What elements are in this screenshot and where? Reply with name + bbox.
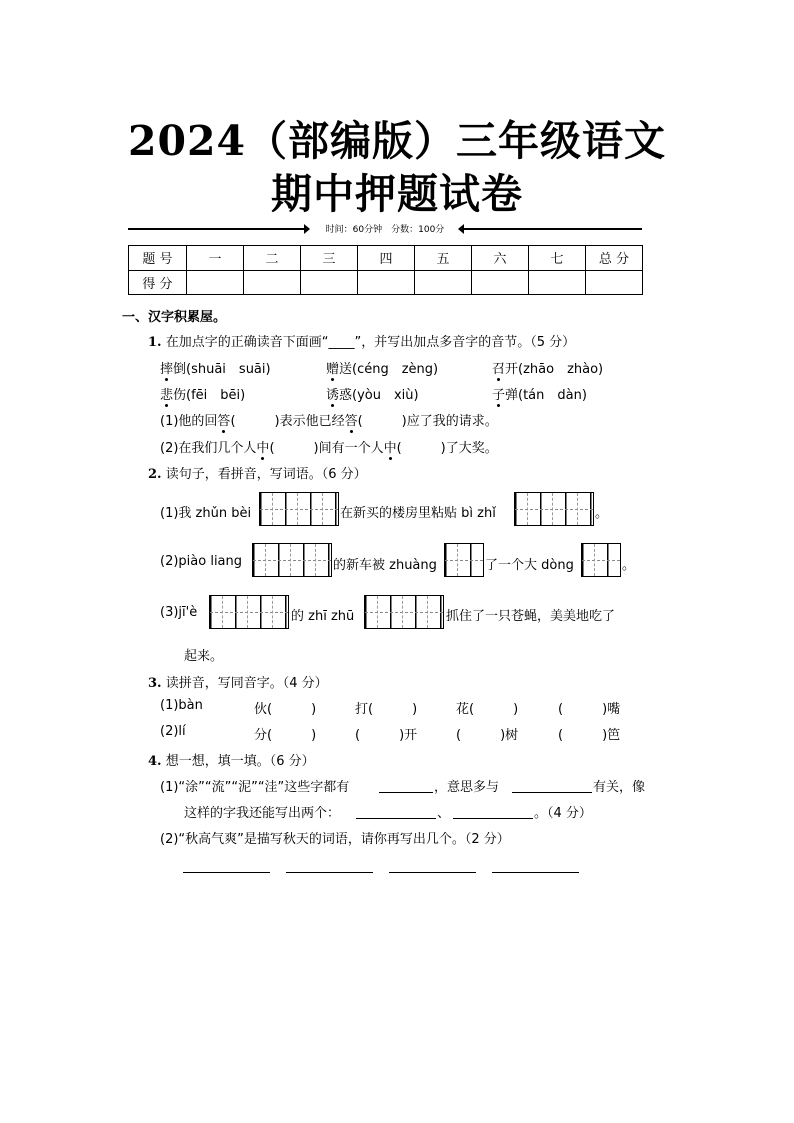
q3-pinyin: (2)lí (160, 724, 186, 739)
score-cell[interactable] (472, 270, 529, 295)
question-2 (148, 463, 367, 482)
header-cell: 题 号 (129, 246, 187, 271)
word-item (492, 358, 603, 377)
q3-fill[interactable]: ( )树 (456, 728, 519, 743)
sentence-text[interactable]: ( )表示他已经 (230, 414, 345, 429)
sentence-text: (1)他的回 (160, 414, 218, 429)
q4-part1-text: (1)“涂”“流”“泥”“洼”这些字都有 (160, 780, 350, 795)
question-text: 想一想，填一填。（6 分） (165, 754, 315, 769)
dotted-char: 摔 (160, 358, 173, 377)
question-number: 1. (148, 335, 162, 350)
q2-line2-text: 的新车被 zhuàng (333, 558, 437, 573)
word-item (326, 358, 438, 377)
time-score-info: 时间：60分钟 分数：100分 (325, 225, 445, 235)
sentence-2 (160, 437, 498, 456)
answer-blank[interactable] (492, 872, 579, 873)
answer-blank[interactable] (286, 872, 373, 873)
question-3 (148, 672, 328, 691)
q2-line3-text: 的 zhī zhū (291, 609, 355, 624)
q4-part1-text: 、 (437, 806, 451, 821)
answer-grid[interactable] (252, 543, 332, 577)
answer-blank[interactable] (512, 792, 592, 793)
q2-line2-text: 了一个大 dòng (485, 558, 574, 573)
header-cell: 七 (529, 246, 586, 271)
dotted-char: 诱 (326, 384, 339, 403)
answer-grid[interactable] (514, 492, 594, 526)
q3-fill[interactable]: ( )开 (355, 728, 418, 743)
word-reading: 伤(fēi bēi) (173, 388, 246, 403)
sentence-text[interactable]: ( )间有一个人 (269, 441, 384, 456)
score-cell[interactable] (244, 270, 301, 295)
header-cell: 三 (301, 246, 358, 271)
divider-left (128, 228, 304, 230)
header-cell: 一 (187, 246, 244, 271)
header-cell: 二 (244, 246, 301, 271)
q2-line2-text: (2)piào liang (160, 554, 243, 569)
sentence-text[interactable]: ( )了大奖。 (396, 441, 498, 456)
q3-pinyin: (1)bàn (160, 698, 203, 713)
dotted-char: 赠 (326, 358, 339, 377)
answer-blank[interactable] (379, 792, 433, 793)
dotted-char: 中 (384, 437, 397, 456)
answer-blank[interactable] (183, 872, 270, 873)
answer-grid[interactable] (444, 543, 484, 577)
q2-line1-text: (1)我 zhǔn bèi (160, 506, 252, 521)
answer-blank[interactable] (356, 818, 436, 819)
score-cell[interactable] (301, 270, 358, 295)
answer-grid[interactable] (259, 492, 339, 526)
time-info-bar (128, 221, 642, 237)
answer-grid[interactable] (364, 595, 444, 629)
q2-line3-text: 起来。 (184, 649, 224, 664)
sentence-1 (160, 410, 498, 429)
word-item (326, 384, 419, 403)
question-text: 读句子，看拼音，写词语。（6 分） (165, 467, 367, 482)
q3-fill[interactable]: 花( ) (456, 702, 519, 717)
question-number: 3. (148, 676, 162, 691)
q3-fill[interactable]: ( )嘴 (558, 702, 621, 717)
q4-part1-text: 有关，像 (593, 780, 646, 795)
header-cell: 总 分 (586, 246, 643, 271)
header-cell: 五 (415, 246, 472, 271)
q2-line3-text: (3)jī'è (160, 605, 198, 620)
q4-part2-text: (2)“秋高气爽”是描写秋天的词语，请你再写出几个。（2 分） (160, 832, 510, 847)
question-text: 读拼音，写同音字。（4 分） (165, 676, 328, 691)
question-text: 在加点字的正确读音下面画“____”，并写出加点多音字的音节。（5 分） (165, 335, 576, 350)
word-reading: 惑(yòu xiù) (339, 388, 419, 403)
answer-blank[interactable] (453, 818, 533, 819)
word-item (160, 384, 245, 403)
q4-part1-text: 这样的字我还能写出两个： (184, 806, 341, 821)
word-reading: 送(céng zèng) (339, 362, 439, 377)
word-reading: 弹(tán dàn) (505, 388, 587, 403)
question-4 (148, 750, 315, 769)
exam-title-line2: 期中押题试卷 (271, 170, 523, 218)
score-table-header (129, 246, 643, 271)
divider-right (464, 228, 642, 230)
arrow-left-icon (304, 224, 310, 234)
q3-fill[interactable]: ( )笆 (558, 728, 621, 743)
dotted-char: 答 (217, 410, 230, 429)
q4-part1-text: 。（4 分） (534, 806, 592, 821)
answer-grid[interactable] (581, 543, 621, 577)
word-reading: 开(zhāo zhào) (505, 362, 604, 377)
answer-grid[interactable] (209, 595, 289, 629)
score-cell[interactable] (415, 270, 472, 295)
q2-line1-text: 。 (595, 506, 609, 521)
dotted-char: 答 (345, 410, 358, 429)
dotted-char: 中 (256, 437, 269, 456)
question-number: 4. (148, 754, 162, 769)
exam-title-line1: 2024（部编版）三年级语文 (127, 117, 667, 165)
q3-fill[interactable]: 伙( ) (254, 702, 317, 717)
q2-line1-text: 在新买的楼房里粘贴 bì zhǐ (340, 506, 496, 521)
q4-part1-text: ，意思多与 (434, 780, 500, 795)
answer-blank[interactable] (389, 872, 476, 873)
score-cell[interactable] (586, 270, 643, 295)
header-cell: 四 (358, 246, 415, 271)
sentence-text[interactable]: ( )应了我的请求。 (357, 414, 498, 429)
section-1-heading: 一、汉字积累屋。 (122, 310, 227, 325)
q3-fill[interactable]: 打( ) (355, 702, 418, 717)
sentence-text: (2)在我们几个人 (160, 441, 257, 456)
dotted-char: 召 (492, 358, 505, 377)
word-item (160, 358, 271, 377)
word-reading: 倒(shuāi suāi) (173, 362, 271, 377)
score-row-label: 得 分 (129, 270, 187, 295)
dotted-char: 子 (492, 384, 505, 403)
score-table-row (129, 270, 643, 295)
word-item (492, 384, 587, 403)
question-number: 2. (148, 467, 162, 482)
q2-line2-text: 。 (622, 558, 636, 573)
score-table (128, 245, 643, 295)
q2-line3-text: 抓住了一只苍蝇，美美地吃了 (446, 609, 616, 624)
score-cell[interactable] (358, 270, 415, 295)
dotted-char: 悲 (160, 384, 173, 403)
score-cell[interactable] (187, 270, 244, 295)
header-cell: 六 (472, 246, 529, 271)
question-1 (148, 331, 575, 350)
q3-fill[interactable]: 分( ) (254, 728, 317, 743)
score-cell[interactable] (529, 270, 586, 295)
